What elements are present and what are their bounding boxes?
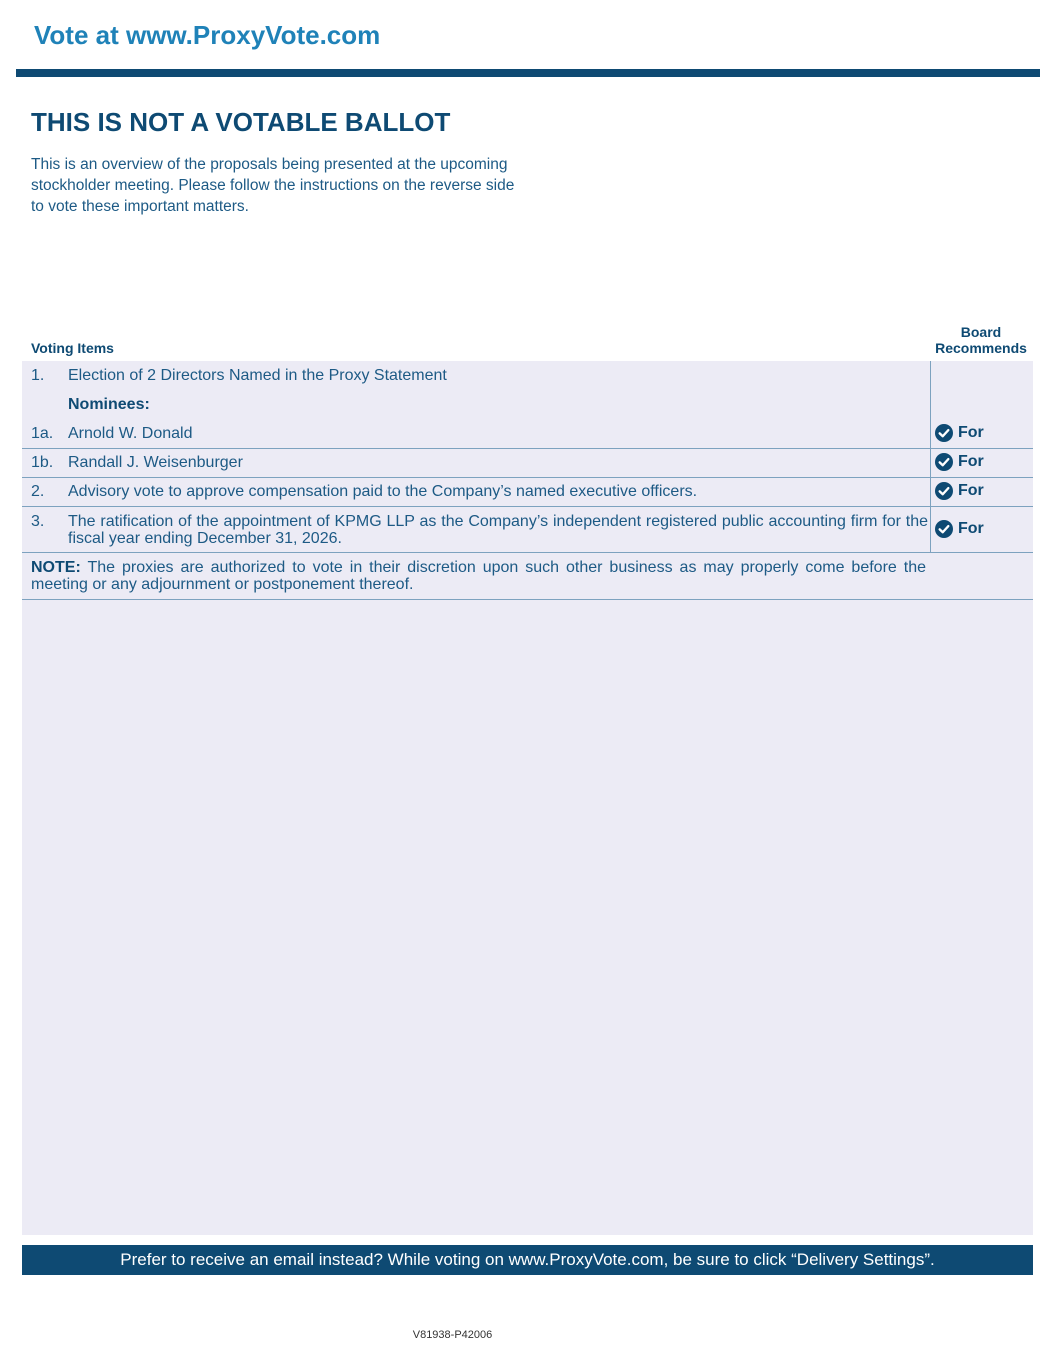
note-label: NOTE: [31,559,81,576]
check-circle-icon [935,482,953,500]
nominees-row [22,396,1033,418]
voting-item-row [22,507,1033,553]
ballot-title: THIS IS NOT A VOTABLE BALLOT [31,107,451,137]
item-text: Arnold W. Donald [68,425,193,442]
document-code: V81938-P42006 [412,1329,493,1341]
voting-items-header: Voting Items [31,340,114,356]
board-recommendation [935,482,1033,500]
item-number: 1. [31,367,45,384]
intro-text: This is an overview of the proposals being presented at the upcoming stockholder meeting. Please follow the instructions on the reverse side to vote these important matters. [31,156,515,215]
voting-item-row [22,478,1033,507]
board-recommendation [935,424,1033,442]
check-circle-icon [935,520,953,538]
board-recommends-header [930,324,1032,356]
item-number: 1b. [31,454,54,471]
board-label: Board [960,324,1002,340]
item-text: Election of 2 Directors Named in the Proxy Statement [68,367,447,384]
board-recommendation [935,520,1033,538]
note-divider [22,599,1033,600]
item-number: 1a. [31,425,54,442]
email-delivery-banner: Prefer to receive an email instead? While voting on www.ProxyVote.com, be sure to click “Delivery Settings”. [22,1245,1033,1275]
header-title[interactable]: Vote at www.ProxyVote.com [34,20,381,50]
note-text: The proxies are authorized to vote in their discretion upon such other business as may properly come before the meeting or any adjournment or postponement thereof. [31,559,926,593]
voting-item-row [22,367,1033,389]
nominees-label: Nominees: [68,396,150,413]
note-paragraph [31,559,926,593]
item-text: Advisory vote to approve compensation paid to the Company’s named executive officers. [68,483,698,500]
item-number: 3. [31,513,45,530]
voting-item-row [22,449,1033,478]
recommendation-label: For [958,424,984,441]
item-text: The ratification of the appointment of KPMG LLP as the Company’s independent registered public accounting firm for the fiscal year ending December 31, 2026. [68,513,928,547]
recommendation-label: For [958,453,984,470]
check-circle-icon [935,424,953,442]
recommendation-label: For [958,482,984,499]
header-rule [16,69,1040,77]
check-circle-icon [935,453,953,471]
item-text: Randall J. Weisenburger [68,454,243,471]
item-number: 2. [31,483,45,500]
recommends-label: Recommends [935,340,1027,356]
voting-item-row [22,420,1033,449]
recommendation-label: For [958,520,984,537]
board-recommendation [935,453,1033,471]
